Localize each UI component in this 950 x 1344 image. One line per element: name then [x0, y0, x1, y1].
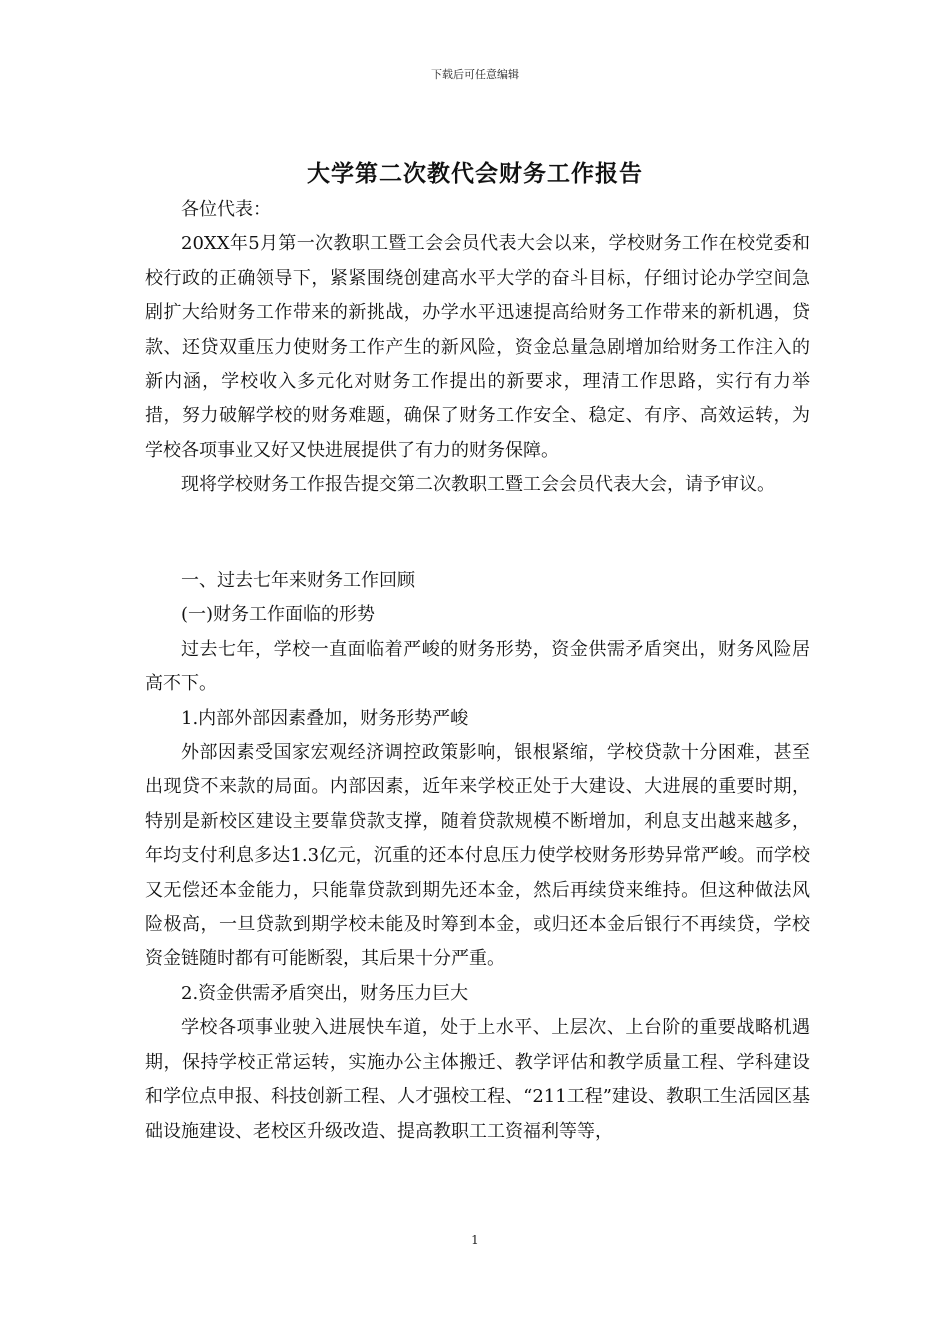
document-title: 大学第二次教代会财务工作报告: [307, 160, 643, 187]
situation-paragraph: 过去七年，学校一直面临着严峻的财务形势，资金供需矛盾突出，财务风险居高不下。: [145, 638, 810, 695]
item-paragraph-1: 外部因素受国家宏观经济调控政策影响，银根紧缩，学校贷款十分困难，甚至出现贷不来款的局面。内部因素，近年来学校正处于大建设、大进展的重要时期，特别是新校区建设主要靠贷款支撑，随着贷款规模不断增加，利息支出越来越多，年均支付利息多达1.3亿元，沉重的还本付息压力使学校财务形势异常严峻。而学校又无偿还本金能力，只能靠贷款到期先还本金，然后再续贷来维持。但这种做法风险极高，一旦贷款到期学校未能及时筹到本金，或归还本金后银行不再续贷，学校资金链随时都有可能断裂，其后果十分严重。: [145, 742, 810, 970]
intro-section: [145, 193, 810, 503]
intro-paragraph: 20XX年5月第一次教职工暨工会会员代表大会以来，学校财务工作在校党委和校行政的正确领导下，紧紧围绕创建高水平大学的奋斗目标，仔细讨论办学空间急剧扩大给财务工作带来的新挑战，办学水平迅速提高给财务工作带来的新机遇，贷款、还贷双重压力使财务工作产生的新风险，资金总量急剧增加给财务工作注入的新内涵，学校收入多元化对财务工作提出的新要求，理清工作思路，实行有力举措，努力破解学校的财务难题，确保了财务工作安全、稳定、有序、高效运转，为学校各项事业又好又快进展提供了有力的财务保障。: [145, 233, 810, 461]
section-heading: 一、过去七年来财务工作回顾: [181, 570, 415, 591]
page-number: 1: [471, 1233, 479, 1247]
item-heading-2: 2.资金供需矛盾突出，财务压力巨大: [181, 982, 469, 1004]
review-section: [145, 564, 810, 1149]
item-heading-1: 1.内部外部因素叠加，财务形势严峻: [181, 707, 469, 729]
subsection-heading: (一)财务工作面临的形势: [181, 604, 376, 626]
salutation: 各位代表：: [181, 199, 271, 220]
submit-paragraph: 现将学校财务工作报告提交第二次教职工暨工会会员代表大会，请予审议。: [181, 474, 775, 496]
item-paragraph-2: 学校各项事业驶入进展快车道，处于上水平、上层次、上台阶的重要战略机遇期，保持学校正常运转，实施办公主体搬迁、教学评估和教学质量工程、学科建设和学位点申报、科技创新工程、人才强校工程、“211工程”建设、教职工生活园区基础设施建设、老校区升级改造、提高教职工工资福利等等，: [145, 1017, 810, 1142]
header-note: 下载后可任意编辑: [431, 68, 519, 81]
